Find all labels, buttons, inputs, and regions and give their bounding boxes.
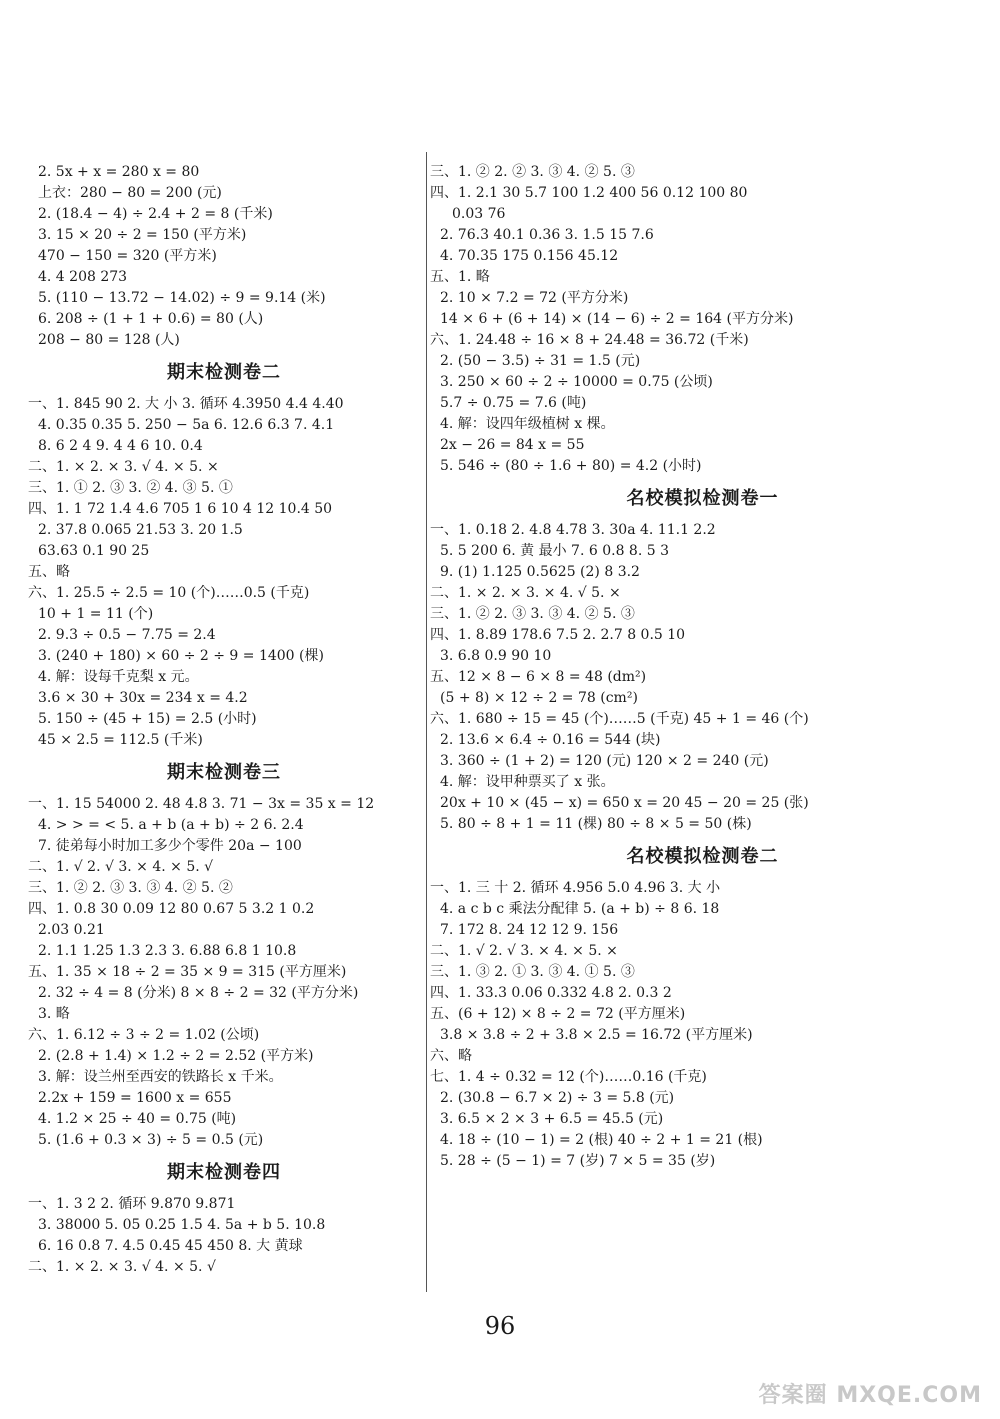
- watermark: 答案圈 MXQE.COM: [758, 1383, 982, 1408]
- answer-line: 5. (110 − 13.72 − 14.02) ÷ 9 = 9.14 (米): [38, 290, 326, 306]
- answer-line: 5. (1.6 + 0.3 × 3) ÷ 5 = 0.5 (元): [38, 1132, 264, 1148]
- answer-line: 5. 5 200 6. 黄 最小 7. 6 0.8 8. 5 3: [440, 543, 669, 559]
- answer-line: 4. 解：设每千克梨 x 元。: [38, 669, 199, 685]
- answer-line: 2x − 26 = 84 x = 55: [440, 437, 585, 453]
- answer-line: 2. (18.4 − 4) ÷ 2.4 + 2 = 8 (千米): [38, 206, 273, 222]
- answer-line: 四、1. 2.1 30 5.7 100 1.2 400 56 0.12 100 80: [430, 185, 748, 201]
- answer-line: 三、1. ③ 2. ① 3. ③ 4. ① 5. ③: [430, 964, 635, 980]
- answer-line: 4. > > = < 5. a + b (a + b) ÷ 2 6. 2.4: [38, 817, 304, 833]
- answer-line: 一、1. 15 54000 2. 48 4.8 3. 71 − 3x = 35 x = 12: [28, 796, 375, 812]
- answer-line: 3. 38000 5. 05 0.25 1.5 4. 5a + b 5. 10.8: [38, 1217, 326, 1233]
- answer-line: (5 + 8) × 12 ÷ 2 = 78 (cm²): [440, 690, 638, 706]
- answer-line: 三、1. ② 2. ③ 3. ③ 4. ② 5. ③: [430, 606, 635, 622]
- right-column: [430, 162, 975, 1172]
- answer-line: 5.7 ÷ 0.75 = 7.6 (吨): [440, 395, 587, 411]
- answer-line: 二、1. × 2. × 3. √ 4. × 5. ×: [28, 459, 219, 475]
- answer-line: 六、1. 24.48 ÷ 16 × 8 + 24.48 = 36.72 (千米): [430, 332, 749, 348]
- answer-line: 3. 250 × 60 ÷ 2 ÷ 10000 = 0.75 (公顷): [440, 374, 713, 390]
- answer-line: 四、1. 33.3 0.06 0.332 4.8 2. 0.3 2: [430, 985, 672, 1001]
- answer-line: 7. 徒弟每小时加工多少个零件 20a − 100: [38, 838, 302, 854]
- answer-line: 6. 16 0.8 7. 4.5 0.45 45 450 8. 大 黄球: [38, 1238, 303, 1254]
- answer-line: 3. 略: [38, 1006, 70, 1022]
- answer-line: 7. 172 8. 24 12 12 9. 156: [440, 922, 619, 938]
- answer-line: 3.6 × 30 + 30x = 234 x = 4.2: [38, 690, 248, 706]
- section-heading: 期末检测卷二: [167, 362, 281, 383]
- answer-line: 4. a c b c 乘法分配律 5. (a + b) ÷ 8 6. 18: [440, 901, 720, 917]
- answer-line: 五、1. 略: [430, 269, 490, 285]
- answer-line: 3. (240 + 180) × 60 ÷ 2 ÷ 9 = 1400 (棵): [38, 648, 324, 664]
- answer-line: 5. 546 ÷ (80 ÷ 1.6 + 80) = 4.2 (小时): [440, 458, 702, 474]
- answer-line: 2. 32 ÷ 4 = 8 (分米) 8 × 8 ÷ 2 = 32 (平方分米): [38, 985, 359, 1001]
- left-column: [28, 162, 420, 1278]
- column-divider: [426, 152, 427, 1292]
- answer-line: 2. 9.3 ÷ 0.5 − 7.75 = 2.4: [38, 627, 216, 643]
- answer-line: 3. 6.5 × 2 × 3 + 6.5 = 45.5 (元): [440, 1111, 664, 1127]
- section-heading: 期末检测卷四: [167, 1162, 281, 1183]
- answer-line: 5. 80 ÷ 8 + 1 = 11 (棵) 80 ÷ 8 × 5 = 50 (株): [440, 816, 752, 832]
- answer-line: 三、1. ① 2. ③ 3. ② 4. ③ 5. ①: [28, 480, 233, 496]
- answer-line: 四、1. 0.8 30 0.09 12 80 0.67 5 3.2 1 0.2: [28, 901, 315, 917]
- answer-line: 4. 70.35 175 0.156 45.12: [440, 248, 619, 264]
- answer-line: 45 × 2.5 = 112.5 (千米): [38, 732, 203, 748]
- answer-line: 2. 10 × 7.2 = 72 (平方分米): [440, 290, 629, 306]
- answer-line: 10 + 1 = 11 (个): [38, 606, 154, 622]
- section-heading: 名校模拟检测卷二: [626, 846, 779, 867]
- answer-line: 二、1. × 2. × 3. × 4. √ 5. ×: [430, 585, 621, 601]
- answer-line: 6. 208 ÷ (1 + 1 + 0.6) = 80 (人): [38, 311, 264, 327]
- answer-line: 2. 76.3 40.1 0.36 3. 1.5 15 7.6: [440, 227, 654, 243]
- section-heading: 名校模拟检测卷一: [626, 488, 779, 509]
- answer-line: 2. 37.8 0.065 21.53 3. 20 1.5: [38, 522, 243, 538]
- answer-line: 4. 4 208 273: [38, 269, 128, 285]
- answer-line: 3. 解：设兰州至西安的铁路长 x 千米。: [38, 1069, 283, 1085]
- section-heading: 期末检测卷三: [167, 762, 281, 783]
- answer-line: 5. 28 ÷ (5 − 1) = 7 (岁) 7 × 5 = 35 (岁): [440, 1153, 716, 1169]
- page-number: 96: [484, 1312, 516, 1340]
- answer-line: 2. (30.8 − 6.7 × 2) ÷ 3 = 5.8 (元): [440, 1090, 675, 1106]
- answer-line: 四、1. 8.89 178.6 7.5 2. 2.7 8 0.5 10: [430, 627, 686, 643]
- answer-line: 4. 1.2 × 25 ÷ 40 = 0.75 (吨): [38, 1111, 237, 1127]
- answer-line: 208 − 80 = 128 (人): [38, 332, 180, 348]
- answer-line: 七、1. 4 ÷ 0.32 = 12 (个)……0.16 (千克): [430, 1069, 707, 1085]
- answer-line: 四、1. 1 72 1.4 4.6 705 1 6 10 4 12 10.4 50: [28, 501, 333, 517]
- answer-line: 4. 0.35 0.35 5. 250 − 5a 6. 12.6 6.3 7. 4.1: [38, 417, 335, 433]
- answer-line: 2.2x + 159 = 1600 x = 655: [38, 1090, 232, 1106]
- answer-line: 3. 360 ÷ (1 + 2) = 120 (元) 120 × 2 = 240 (元): [440, 753, 769, 769]
- answer-line: 2. (50 − 3.5) ÷ 31 = 1.5 (元): [440, 353, 641, 369]
- answer-line: 一、1. 3 2 2. 循环 9.870 9.871: [28, 1196, 236, 1212]
- answer-line: 9. (1) 1.125 0.5625 (2) 8 3.2: [440, 564, 640, 580]
- answer-line: 一、1. 0.18 2. 4.8 4.78 3. 30a 4. 11.1 2.2: [430, 522, 716, 538]
- answer-line: 4. 解：设四年级植树 x 棵。: [440, 416, 615, 432]
- answer-line: 3. 6.8 0.9 90 10: [440, 648, 552, 664]
- answer-line: 五、略: [28, 564, 70, 580]
- answer-line: 2. 13.6 × 6.4 ÷ 0.16 = 544 (块): [440, 732, 661, 748]
- answer-line: 上衣：280 − 80 = 200 (元): [38, 185, 222, 201]
- answer-line: 二、1. √ 2. √ 3. × 4. × 5. ×: [430, 943, 618, 959]
- answer-line: 14 × 6 + (6 + 14) × (14 − 6) ÷ 2 = 164 (平方分米): [440, 311, 794, 327]
- answer-line: 三、1. ② 2. ③ 3. ③ 4. ② 5. ②: [28, 880, 233, 896]
- answer-line: 六、1. 6.12 ÷ 3 ÷ 2 = 1.02 (公顷): [28, 1027, 260, 1043]
- answer-line: 2. 5x + x = 280 x = 80: [38, 164, 200, 180]
- answer-line: 20x + 10 × (45 − x) = 650 x = 20 45 − 20 = 25 (张): [440, 795, 809, 811]
- answer-line: 六、略: [430, 1048, 472, 1064]
- answer-line: 0.03 76: [452, 206, 506, 222]
- answer-line: 63.63 0.1 90 25: [38, 543, 150, 559]
- answer-line: 一、1. 三 十 2. 循环 4.956 5.0 4.96 3. 大 小: [430, 880, 721, 896]
- answer-line: 5. 150 ÷ (45 + 15) = 2.5 (小时): [38, 711, 257, 727]
- answer-line: 五、12 × 8 − 6 × 8 = 48 (dm²): [430, 669, 647, 685]
- answer-line: 2. 1.1 1.25 1.3 2.3 3. 6.88 6.8 1 10.8: [38, 943, 297, 959]
- answer-line: 二、1. √ 2. √ 3. × 4. × 5. √: [28, 859, 214, 875]
- answer-line: 2.03 0.21: [38, 922, 105, 938]
- answer-line: 五、(6 + 12) × 8 ÷ 2 = 72 (平方厘米): [430, 1006, 686, 1022]
- answer-line: 六、1. 680 ÷ 15 = 45 (个)……5 (千克) 45 + 1 = 46 (个): [430, 711, 809, 727]
- answer-line: 8. 6 2 4 9. 4 4 6 10. 0.4: [38, 438, 203, 454]
- answer-line: 二、1. × 2. × 3. √ 4. × 5. √: [28, 1259, 216, 1275]
- answer-line: 五、1. 35 × 18 ÷ 2 = 35 × 9 = 315 (平方厘米): [28, 964, 347, 980]
- answer-line: 一、1. 845 90 2. 大 小 3. 循环 4.3950 4.4 4.40: [28, 396, 344, 412]
- answer-line: 4. 18 ÷ (10 − 1) = 2 (根) 40 ÷ 2 + 1 = 21 (根): [440, 1132, 763, 1148]
- answer-line: 3. 15 × 20 ÷ 2 = 150 (平方米): [38, 227, 247, 243]
- answer-line: 470 − 150 = 320 (平方米): [38, 248, 217, 264]
- answer-line: 2. (2.8 + 1.4) × 1.2 ÷ 2 = 2.52 (平方米): [38, 1048, 314, 1064]
- answer-line: 三、1. ② 2. ② 3. ③ 4. ② 5. ③: [430, 164, 635, 180]
- answer-line: 3.8 × 3.8 ÷ 2 + 3.8 × 2.5 = 16.72 (平方厘米): [440, 1027, 753, 1043]
- answer-line: 4. 解：设甲种票买了 x 张。: [440, 774, 615, 790]
- answer-line: 六、1. 25.5 ÷ 2.5 = 10 (个)……0.5 (千克): [28, 585, 310, 601]
